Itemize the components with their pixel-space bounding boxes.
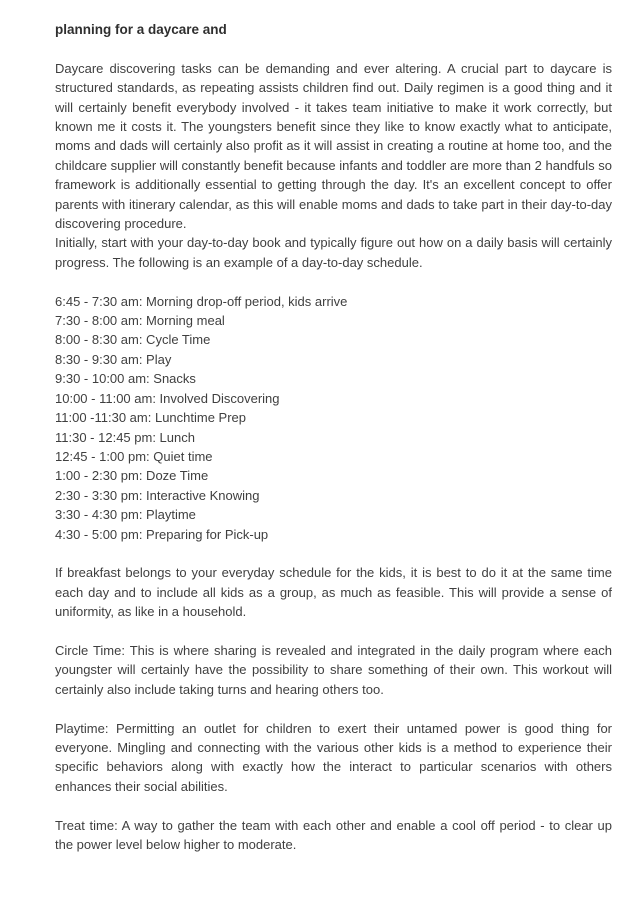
playtime-paragraph: Playtime: Permitting an outlet for children to exert their untamed power is good thing for everyone. Mingling and connecting with the various other kids is a method to experience their specific behaviors along with exactly how the interact to particular scenarios with others enhances their social abilities. <box>55 720 612 794</box>
schedule-item-0730: 7:30 - 8:00 am: Morning meal <box>55 313 225 329</box>
schedule-item-1130: 11:30 - 12:45 pm: Lunch <box>55 429 195 445</box>
schedule-item-0930: 9:30 - 10:00 am: Snacks <box>55 371 196 387</box>
schedule-item-1100: 11:00 -11:30 am: Lunchtime Prep <box>55 410 247 426</box>
intro-paragraph-2: Initially, start with your day-to-day book and typically figure out how on a daily basis will certainly progress. The following is an example of a day-to-day schedule. <box>55 235 612 270</box>
treat-time-paragraph: Treat time: A way to gather the team with each other and enable a cool off period - to clear up the power level below higher to moderate. <box>55 817 612 852</box>
breakfast-paragraph: If breakfast belongs to your everyday schedule for the kids, it is best to do it at the same time each day and to include all kids as a group, as much as feasible. This will provide a sense of uniformity, as like in a household. <box>55 565 612 620</box>
document-title: planning for a daycare and <box>55 22 227 37</box>
schedule-item-1530: 3:30 - 4:30 pm: Playtime <box>55 507 196 523</box>
circle-time-paragraph: Circle Time: This is where sharing is revealed and integrated in the daily program where each youngster will certainly have the possibility to share something of their own. This workout will certainly also include taking turns and hearing others too. <box>55 642 612 697</box>
schedule-item-0830: 8:30 - 9:30 am: Play <box>55 351 172 367</box>
schedule-item-1630: 4:30 - 5:00 pm: Preparing for Pick-up <box>55 526 269 542</box>
document-content <box>55 20 612 854</box>
schedule-item-0800: 8:00 - 8:30 am: Cycle Time <box>55 332 211 348</box>
intro-paragraph-1: Daycare discovering tasks can be demanding and ever altering. A crucial part to daycare is structured standards, as repeating assists children find out. Daily regimen is a good thing and it will certainly benefit everybody involved - it takes team initiative to make it work correctly, but known me it costs it. The youngsters benefit since they like to know exactly what to anticipate, moms and dads will certainly also profit as it will assist in creating a routine at home too, and the childcare supplier will constantly benefit because infants and toddler are more than 2 handfuls so framework is additionally essential to getting through the day. It's an excellent concept to offer parents with itinerary calendar, as this will enable moms and dads to take part in their day-to-day discovering procedure. <box>55 60 612 232</box>
schedule-item-1000: 10:00 - 11:00 am: Involved Discovering <box>55 390 280 406</box>
schedule-item-1300: 1:00 - 2:30 pm: Doze Time <box>55 468 209 484</box>
daily-schedule-list <box>55 292 612 544</box>
schedule-item-1430: 2:30 - 3:30 pm: Interactive Knowing <box>55 487 260 503</box>
schedule-item-0645: 6:45 - 7:30 am: Morning drop-off period, kids arrive <box>55 293 348 309</box>
schedule-item-1245: 12:45 - 1:00 pm: Quiet time <box>55 448 213 464</box>
